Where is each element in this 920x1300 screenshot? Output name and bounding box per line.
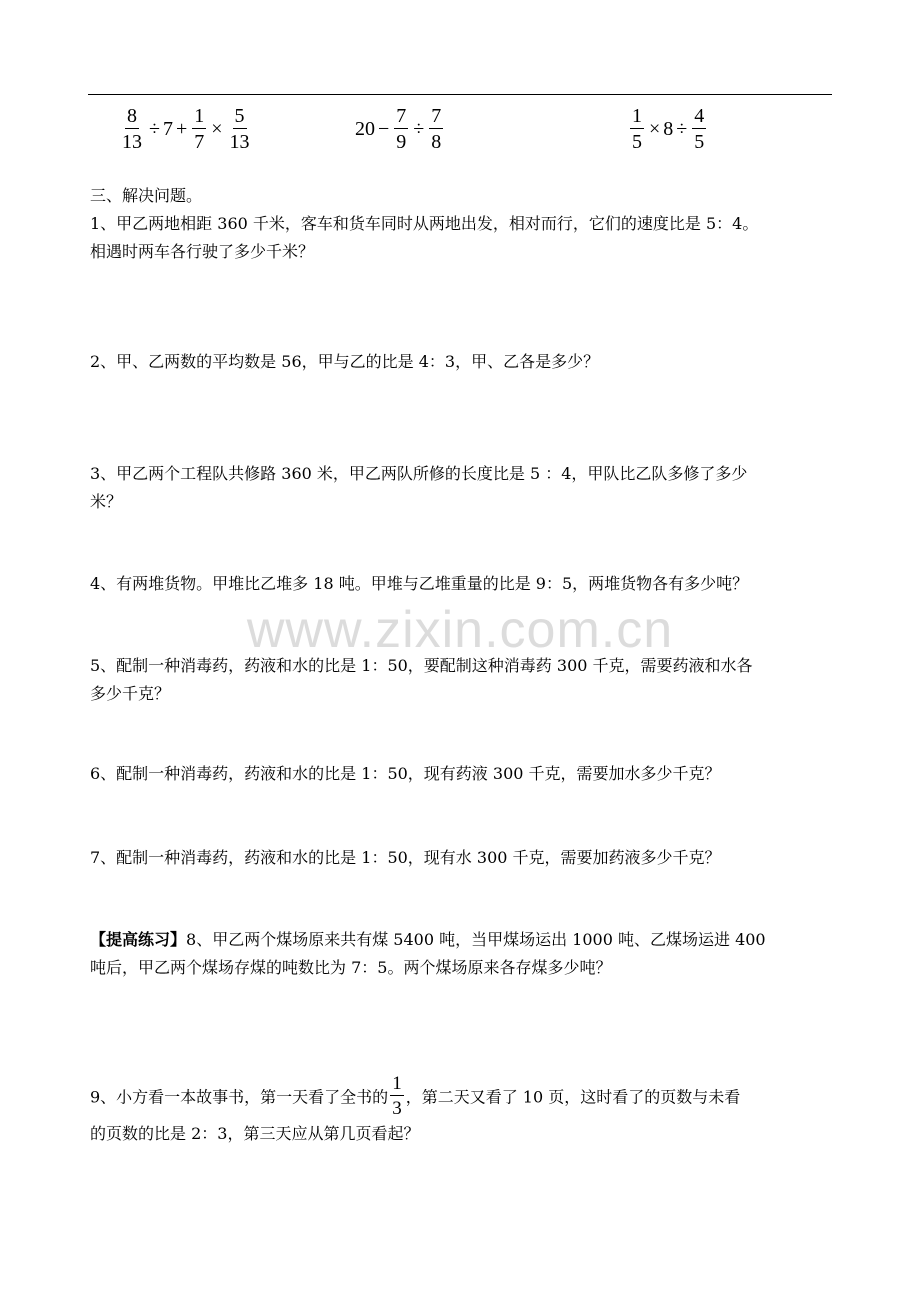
problem-9-text-b: ，第二天又看了 10 页，这时看了的页数与未看 — [405, 1087, 741, 1107]
problem-7: 7、配制一种消毒药，药液和水的比是 1：50，现有水 300 千克，需要加药液多少千克？ — [90, 848, 721, 867]
problem-1-line-1: 1、甲乙两地相距 360 千米，客车和货车同时从两地出发，相对而行，它们的速度比是 5：4。 — [90, 214, 759, 233]
expression-1 — [118, 104, 254, 154]
section-title: 三、解决问题。 — [90, 186, 203, 205]
problem-3-line-2: 米？ — [90, 492, 123, 511]
fraction: $\frac{1}{3}$ — [392, 1073, 402, 1119]
fraction: $\frac{8}{13}$ — [122, 105, 142, 153]
fraction: $\frac{4}{5}$ — [694, 105, 705, 153]
problem-9-text-a: 9、小方看一本故事书，第一天看了全书的 — [90, 1087, 389, 1107]
header-rule — [88, 94, 832, 95]
operator: × — [211, 117, 223, 140]
problem-6: 6、配制一种消毒药，药液和水的比是 1：50，现有药液 300 千克，需要加水多少千克？ — [90, 764, 721, 783]
operator: ÷ — [149, 117, 160, 140]
problem-8-text: 8、甲乙两个煤场原来共有煤 5400 吨，当甲煤场运出 1000 吨、乙煤场运进 400 — [186, 930, 766, 949]
problem-8-line-2: 吨后，甲乙两个煤场存煤的吨数比为 7：5。两个煤场原来各存煤多少吨？ — [90, 958, 612, 977]
expression-3 — [628, 104, 708, 154]
watermark: www.zixin.com.cn — [246, 601, 674, 659]
fraction: $\frac{1}{5}$ — [632, 105, 642, 153]
fraction: $\frac{1}{7}$ — [194, 105, 205, 153]
operator: ÷ — [676, 117, 688, 140]
fraction: $\frac{5}{13}$ — [229, 105, 250, 153]
advanced-practice-tag: 【提高练习】 — [90, 930, 187, 949]
problem-9-line-2: 的页数的比是 2：3，第三天应从第几页看起？ — [90, 1124, 420, 1143]
problem-2: 2、甲、乙两数的平均数是 56，甲与乙的比是 4：3，甲、乙各是多少？ — [90, 352, 600, 371]
problem-4: 4、有两堆货物。甲堆比乙堆多 18 吨。甲堆与乙堆重量的比是 9：5，两堆货物各有多少吨？ — [90, 574, 749, 593]
problem-3-line-1: 3、甲乙两个工程队共修路 360 米，甲乙两队所修的长度比是 5 ：4，甲队比乙队多修了多少 — [90, 464, 748, 483]
problem-5-line-1: 5、配制一种消毒药，药液和水的比是 1：50，要配制这种消毒药 300 千克，需要药液和水各 — [90, 656, 753, 675]
problem-1-line-2: 相遇时两车各行驶了多少千米？ — [90, 242, 315, 261]
number: 8 — [663, 117, 674, 140]
number: 20 — [355, 117, 375, 140]
operator: + — [175, 117, 188, 140]
operator: − — [378, 117, 390, 140]
operator: ÷ — [413, 117, 425, 140]
problem-8-line-1 — [90, 928, 840, 952]
number: 7 — [162, 117, 173, 140]
problem-9-line-1 — [90, 1073, 840, 1120]
expression-2 — [355, 104, 445, 154]
fraction: $\frac{7}{9}$ — [396, 105, 407, 153]
problem-5-line-2: 多少千克？ — [90, 684, 171, 703]
fraction: $\frac{7}{8}$ — [431, 105, 442, 153]
operator: × — [649, 117, 661, 140]
